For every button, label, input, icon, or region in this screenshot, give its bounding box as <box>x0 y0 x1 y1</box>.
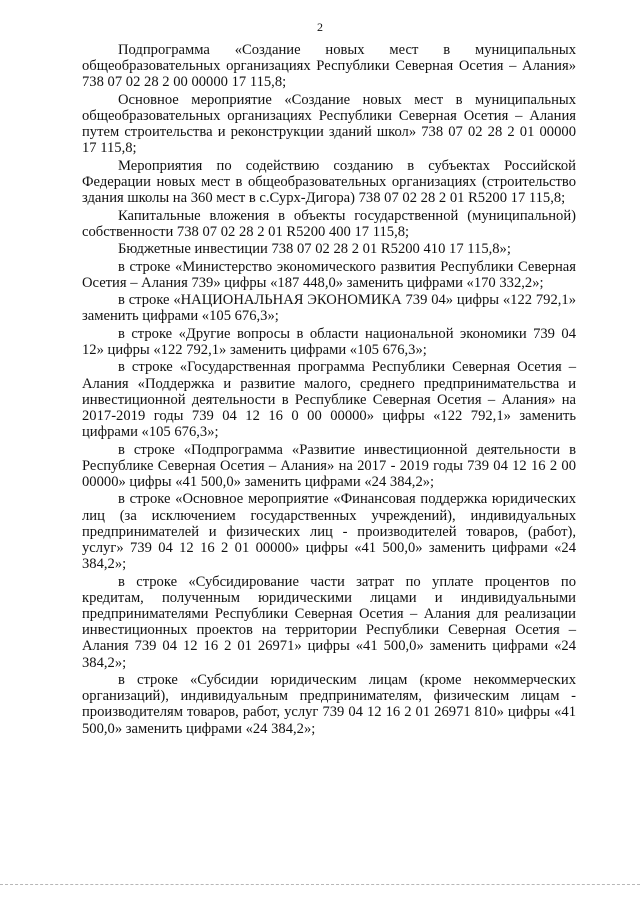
document-body <box>82 42 576 738</box>
scan-edge-line <box>0 884 640 887</box>
paragraph: в строке «Министерство экономического развития Республики Северная Осетия – Алания 739» цифры «187 448,0» заменить цифрами «170 332,2»; <box>82 258 576 291</box>
paragraph: в строке «Основное мероприятие «Финансовая поддержка юридических лиц (за исключением государственных учреждений), индивидуальных предпринимателей и физических лиц - производителей товаров, (работ), услуг» 739 04 12 16 2 01 00000» цифры «41 500,0» заменить цифрами «24 384,2»; <box>82 491 576 573</box>
paragraph: Подпрограмма «Создание новых мест в муниципальных общеобразовательных организациях Республики Северная Осетия – Алания» 738 07 02 28 2 00 00000 17 115,8; <box>82 42 576 91</box>
paragraph: Основное мероприятие «Создание новых мест в муниципальных общеобразовательных организациях Республики Северная Осетия – Алания путем строительства и реконструкции зданий школ» 738 07 02 28 2 01 00000 17 115,8; <box>82 91 576 157</box>
paragraph: в строке «Другие вопросы в области национальной экономики 739 04 12» цифры «122 792,1» заменить цифрами «105 676,3»; <box>82 325 576 358</box>
paragraph: Бюджетные инвестиции 738 07 02 28 2 01 R5200 410 17 115,8»; <box>118 241 511 258</box>
paragraph: в строке «Государственная программа Республики Северная Осетия – Алания «Поддержка и развитие малого, среднего предпринимательства и инвестиционной деятельности в Республике Северная Осетия – Алания» на 2017-2019 годы 739 04 12 16 0 00 00000» цифры «122 792,1» заменить цифрами «105 676,3»; <box>82 359 576 441</box>
paragraph: Капитальные вложения в объекты государственной (муниципальной) собственности 738 07 02 28 2 01 R5200 400 17 115,8; <box>82 207 576 240</box>
paragraph: в строке «Субсидии юридическим лицам (кроме некоммерческих организаций), индивидуальным предпринимателям, физическим лицам - производителям товаров, работ, услуг 739 04 12 16 2 01 26971 810» цифры «41 500,0» заменить цифрами «24 384,2»; <box>82 671 576 737</box>
paragraph: Мероприятия по содействию созданию в субъектах Российской Федерации новых мест в общеобразовательных организациях (строительство здания школы на 360 мест в с.Сурх-Дигора) 738 07 02 28 2 01 R5200 17 115,8; <box>82 157 576 207</box>
paragraph: в строке «НАЦИОНАЛЬНАЯ ЭКОНОМИКА 739 04» цифры «122 792,1» заменить цифрами «105 676,3»; <box>82 292 576 325</box>
paragraph: в строке «Подпрограмма «Развитие инвестиционной деятельности в Республике Северная Осетия – Алания» на 2017 - 2019 годы 739 04 12 16 2 00 00000» цифры «41 500,0» заменить цифрами «24 384,2»; <box>82 441 576 490</box>
paragraph: в строке «Субсидирование части затрат по уплате процентов по кредитам, полученным юридическими лицами и индивидуальными предпринимателями Республики Северная Осетия – Алания для реализации инвестиционных проектов на территории Республики Северная Осетия – Алания 739 04 12 16 2 01 26971» цифры «41 500,0» заменить цифрами «24 384,2»; <box>82 573 576 671</box>
page-number: 2 <box>317 20 323 34</box>
